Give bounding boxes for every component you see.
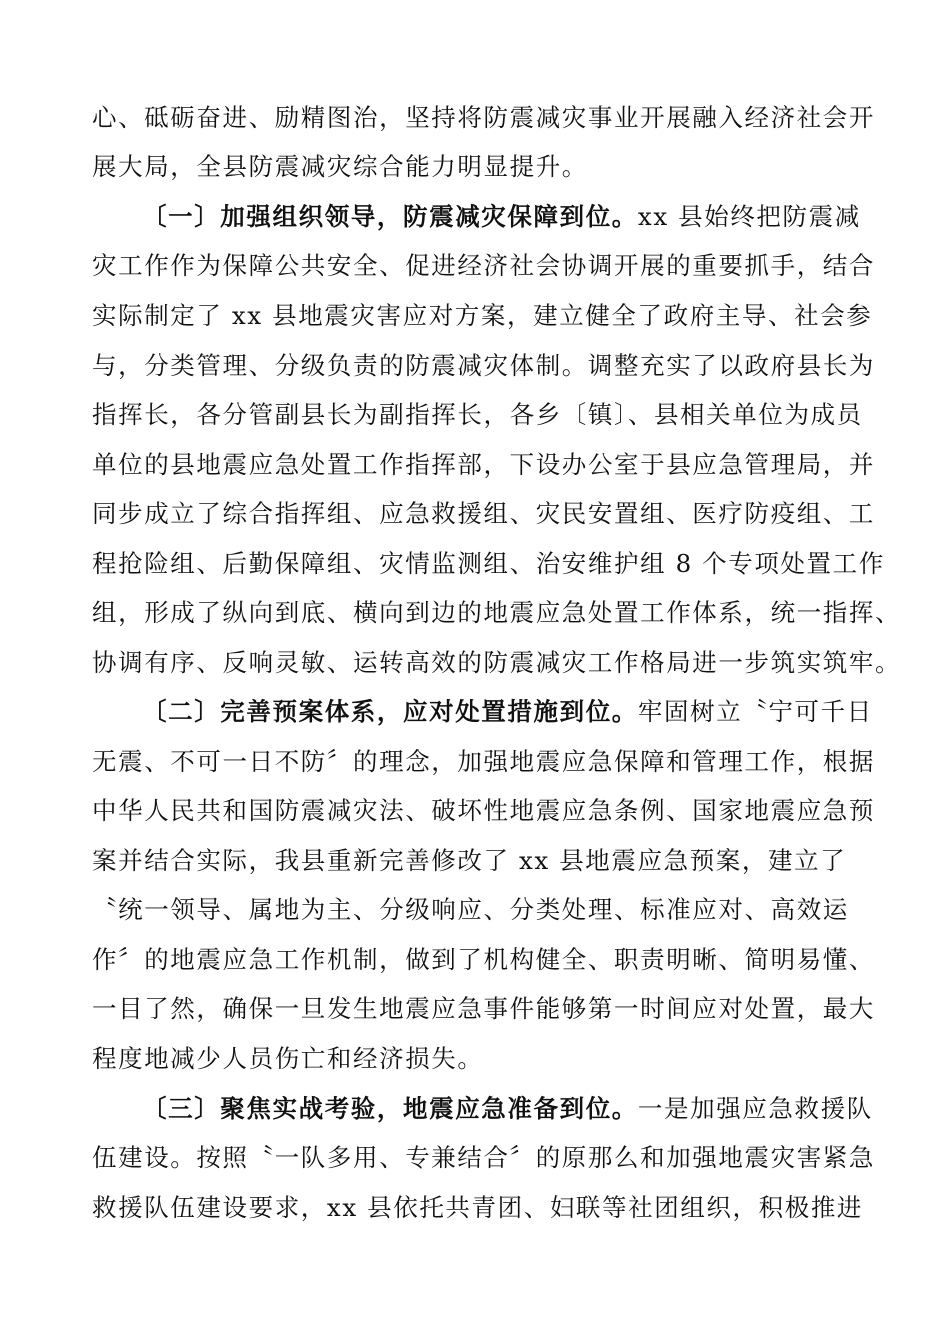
section-1-heading: 〔一〕加强组织领导，防震减灾保障到位。 (142, 202, 638, 231)
section-3-heading: 〔三〕聚焦实战考验，地震应急准备到位。 (142, 1094, 638, 1123)
text-line: 程度地减少人员伤亡和经济损失。 (92, 1044, 484, 1073)
text-line: 指挥长，各分管副县长为副指挥长，各乡〔镇〕、县相关单位为成员 (92, 400, 863, 429)
section-3-first-line (142, 1093, 922, 1125)
text-line: 作〞的地震应急工作机制，做到了机构健全、职责明晰、简明易懂、 (92, 945, 875, 974)
section-1-lead-text: xx 县始终把防震减 (637, 202, 861, 231)
text-line: 中华人民共和国防震减灾法、破坏性地震应急条例、国家地震应急预 (92, 796, 875, 825)
text-line: 与，分类管理、分级负责的防震减灾体制。调整充实了以政府县长为 (92, 351, 875, 380)
section-2-heading: 〔二〕完善预案体系，应对处置措施到位。 (142, 697, 638, 726)
text-line: 展大局，全县防震减灾综合能力明显提升。 (92, 152, 588, 181)
section-1-first-line (142, 201, 922, 233)
section-3-lead-text: 一是加强应急救援队 (637, 1094, 873, 1123)
text-line: 伍建设。按照〝一队多用、专兼结合〞的原那么和加强地震灾害紧急 (92, 1143, 875, 1172)
text-line: 无震、不可一日不防〞的理念，加强地震应急保障和管理工作，根据 (92, 747, 875, 776)
text-line: 案并结合实际，我县重新完善修改了 xx 县地震应急预案，建立了 (92, 846, 847, 875)
text-line: 单位的县地震应急处置工作指挥部，下设办公室于县应急管理局，并 (92, 450, 875, 479)
text-line: 组，形成了纵向到底、横向到边的地震应急处置工作体系，统一指挥、 (92, 598, 902, 627)
text-line: 实际制定了 xx 县地震灾害应对方案，建立健全了政府主导、社会参 (92, 301, 873, 330)
text-line: 协调有序、反响灵敏、运转高效的防震减灾工作格局进一步筑实筑牢。 (92, 648, 902, 677)
section-2-lead-text: 牢固树立〝宁可千日 (637, 697, 873, 726)
text-line: 灾工作作为保障公共安全、促进经济社会协调开展的重要抓手，结合 (92, 251, 875, 280)
text-line: 程抢险组、后勤保障组、灾情监测组、治安维护组 8 个专项处置工作 (92, 549, 885, 578)
text-line: 一目了然，确保一旦发生地震应急事件能够第一时间应对处置，最大 (92, 994, 875, 1023)
section-2-first-line (142, 696, 922, 728)
text-line: 同步成立了综合指挥组、应急救援组、灾民安置组、医疗防疫组、工 (92, 499, 875, 528)
text-line: 心、砥砺奋进、励精图治，坚持将防震减灾事业开展融入经济社会开 (92, 103, 875, 132)
text-line: 〝统一领导、属地为主、分级响应、分类处理、标准应对、高效运 (92, 895, 849, 924)
text-line: 救援队伍建设要求，xx 县依托共青团、妇联等社团组织，积极推进 (92, 1193, 864, 1222)
